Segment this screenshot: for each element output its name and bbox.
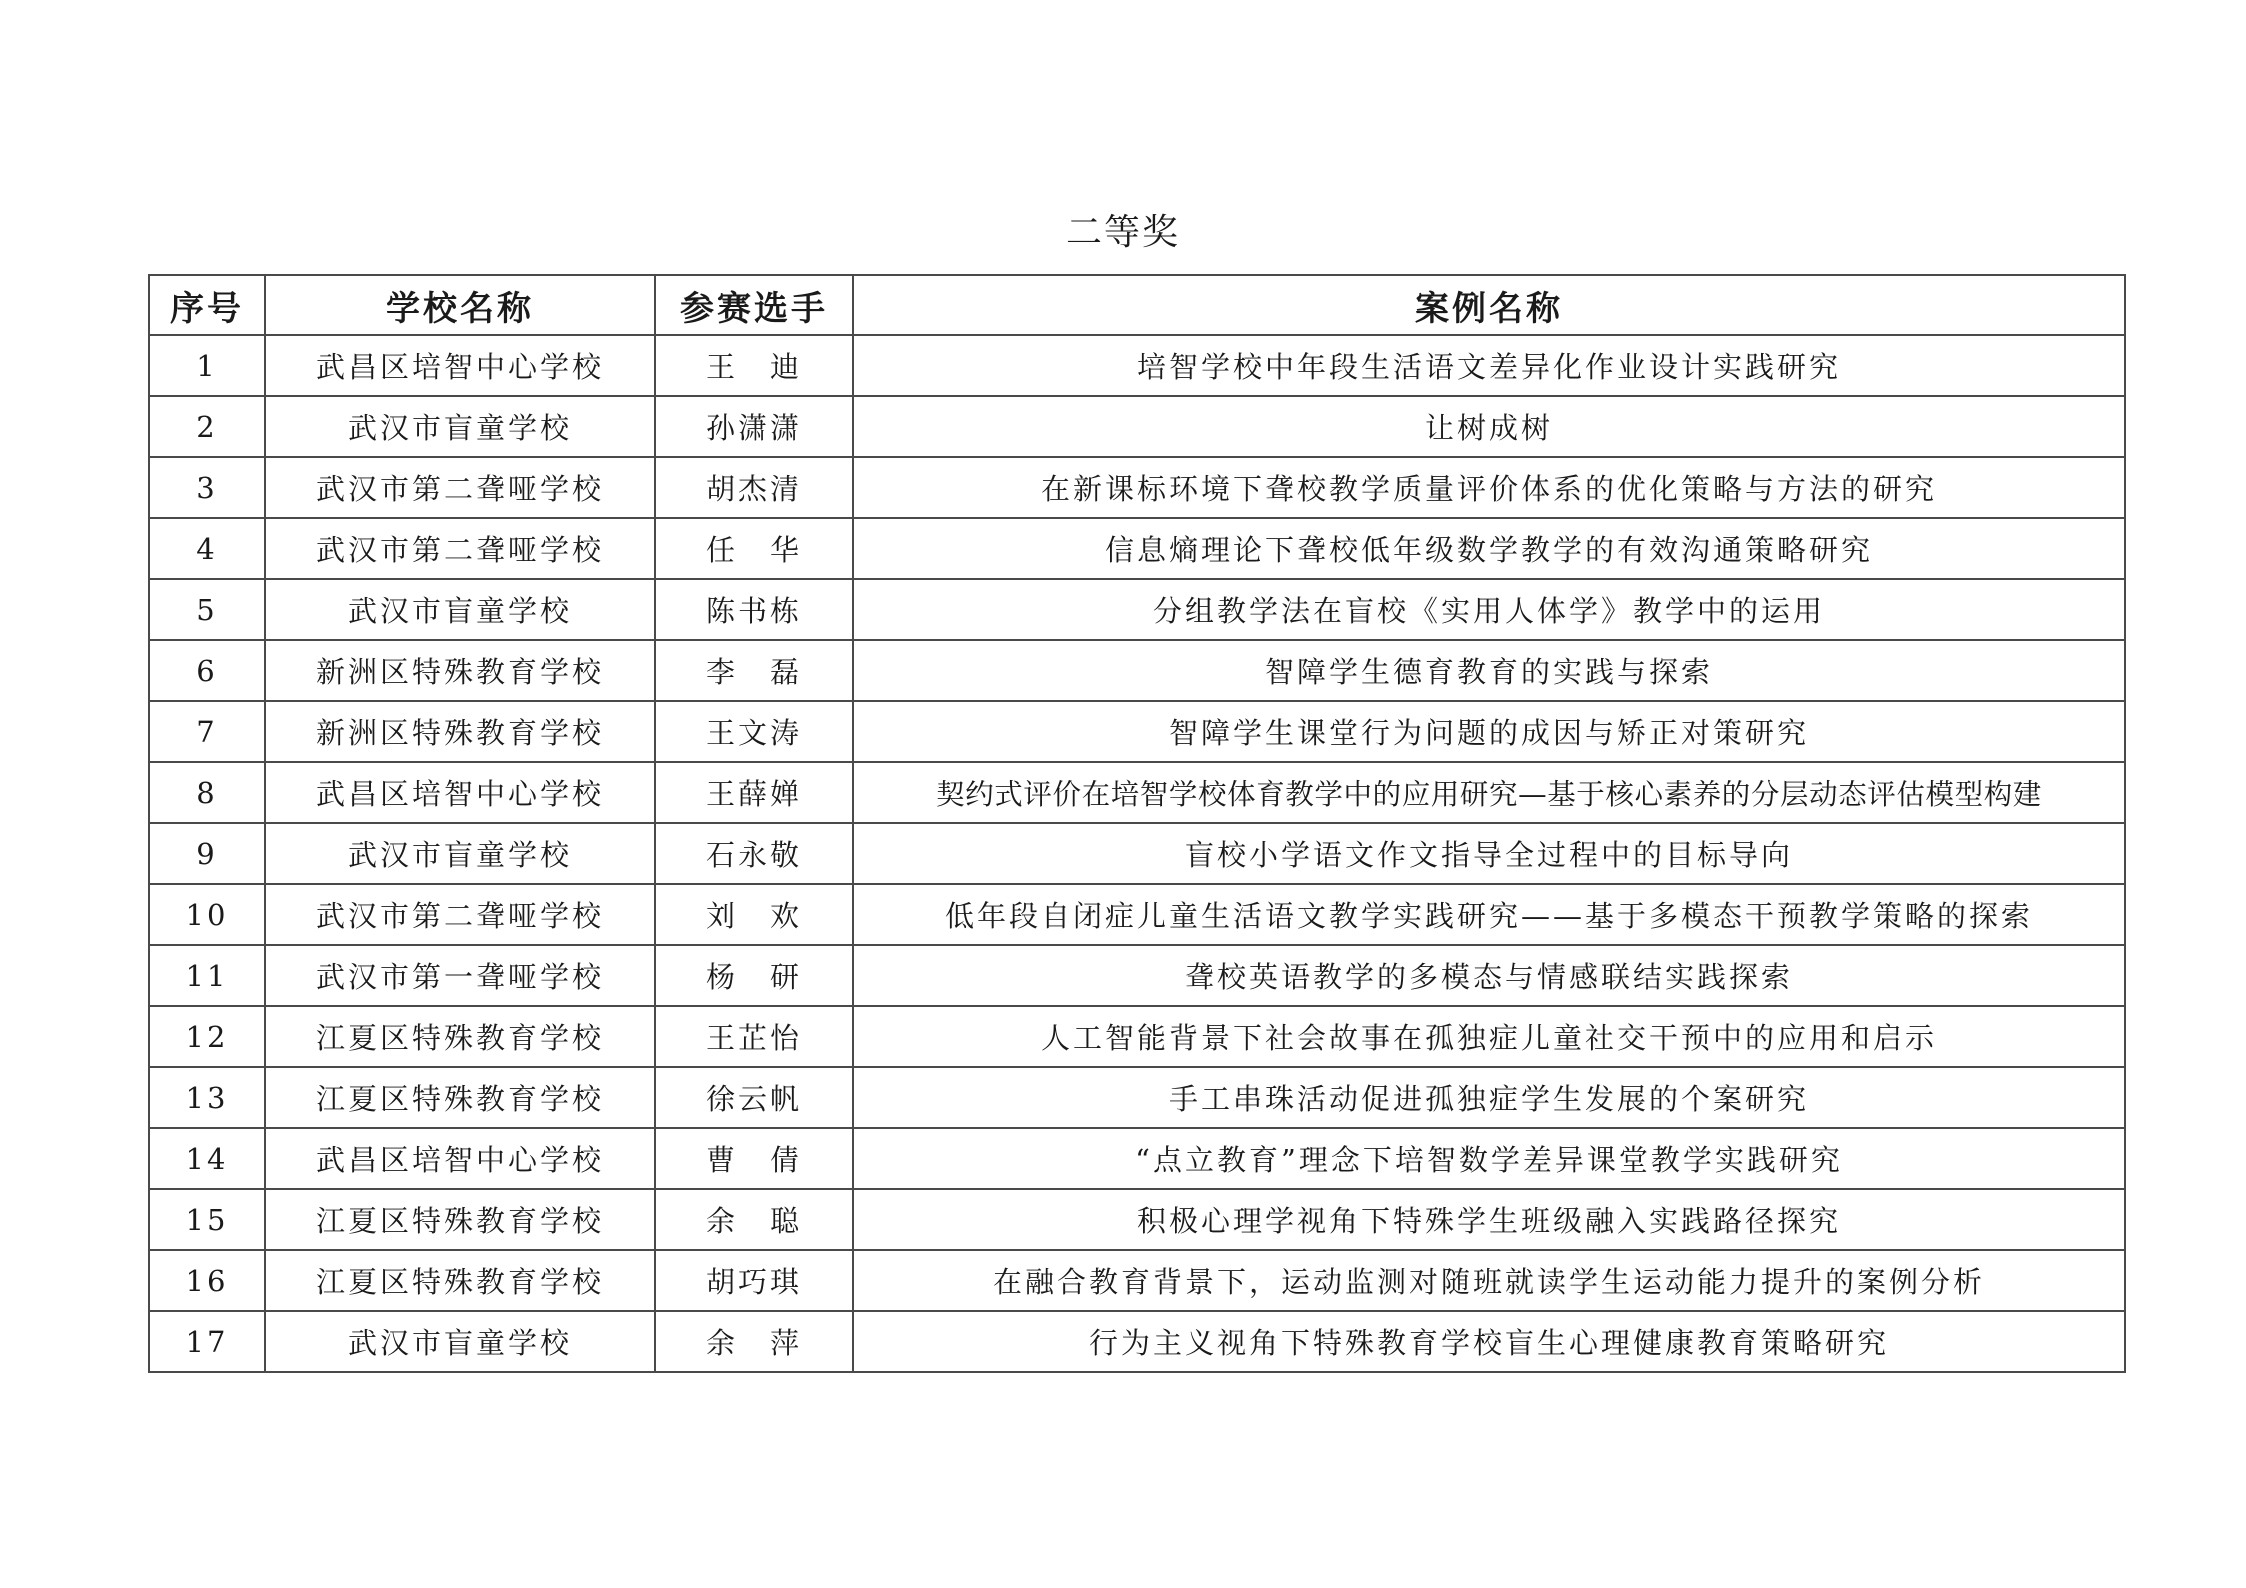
table-row bbox=[149, 762, 2125, 823]
row-contestant: 余 聪 bbox=[655, 1189, 853, 1250]
table-row bbox=[149, 1128, 2125, 1189]
row-case: 智障学生德育教育的实践与探索 bbox=[853, 640, 2125, 701]
row-no: 6 bbox=[149, 640, 265, 701]
table-row bbox=[149, 457, 2125, 518]
row-contestant: 陈书栋 bbox=[655, 579, 853, 640]
table-row bbox=[149, 945, 2125, 1006]
row-school: 新洲区特殊教育学校 bbox=[265, 640, 655, 701]
row-case: 积极心理学视角下特殊学生班级融入实践路径探究 bbox=[853, 1189, 2125, 1250]
row-case: 人工智能背景下社会故事在孤独症儿童社交干预中的应用和启示 bbox=[853, 1006, 2125, 1067]
page-title: 二等奖 bbox=[1065, 212, 1180, 253]
table-row bbox=[149, 1189, 2125, 1250]
row-case: 让树成树 bbox=[853, 396, 2125, 457]
row-no: 4 bbox=[149, 518, 265, 579]
row-case: 手工串珠活动促进孤独症学生发展的个案研究 bbox=[853, 1067, 2125, 1128]
row-school: 武汉市第二聋哑学校 bbox=[265, 884, 655, 945]
row-contestant: 李 磊 bbox=[655, 640, 853, 701]
row-school: 武昌区培智中心学校 bbox=[265, 335, 655, 396]
table-header-row bbox=[149, 275, 2125, 335]
row-contestant: 胡巧琪 bbox=[655, 1250, 853, 1311]
row-case: “点立教育”理念下培智数学差异课堂教学实践研究 bbox=[853, 1128, 2125, 1189]
row-contestant: 任 华 bbox=[655, 518, 853, 579]
row-case: 信息熵理论下聋校低年级数学教学的有效沟通策略研究 bbox=[853, 518, 2125, 579]
row-no: 3 bbox=[149, 457, 265, 518]
row-no: 7 bbox=[149, 701, 265, 762]
row-no: 2 bbox=[149, 396, 265, 457]
row-school: 江夏区特殊教育学校 bbox=[265, 1250, 655, 1311]
row-case: 盲校小学语文作文指导全过程中的目标导向 bbox=[853, 823, 2125, 884]
row-school: 武昌区培智中心学校 bbox=[265, 1128, 655, 1189]
table-row bbox=[149, 335, 2125, 396]
header-case: 案例名称 bbox=[853, 275, 2125, 335]
row-contestant: 刘 欢 bbox=[655, 884, 853, 945]
row-contestant: 石永敬 bbox=[655, 823, 853, 884]
row-case: 在新课标环境下聋校教学质量评价体系的优化策略与方法的研究 bbox=[853, 457, 2125, 518]
row-school: 武昌区培智中心学校 bbox=[265, 762, 655, 823]
row-contestant: 王芷怡 bbox=[655, 1006, 853, 1067]
row-contestant: 王薛婵 bbox=[655, 762, 853, 823]
row-school: 武汉市盲童学校 bbox=[265, 823, 655, 884]
row-contestant: 王 迪 bbox=[655, 335, 853, 396]
table-row bbox=[149, 1067, 2125, 1128]
row-no: 17 bbox=[149, 1311, 265, 1372]
row-contestant: 杨 研 bbox=[655, 945, 853, 1006]
row-case: 在融合教育背景下，运动监测对随班就读学生运动能力提升的案例分析 bbox=[853, 1250, 2125, 1311]
row-contestant: 孙潇潇 bbox=[655, 396, 853, 457]
row-no: 10 bbox=[149, 884, 265, 945]
table-row bbox=[149, 823, 2125, 884]
row-case: 契约式评价在培智学校体育教学中的应用研究—基于核心素养的分层动态评估模型构建 bbox=[853, 762, 2125, 823]
awards-table bbox=[148, 274, 2126, 1373]
row-school: 武汉市盲童学校 bbox=[265, 396, 655, 457]
row-no: 1 bbox=[149, 335, 265, 396]
row-no: 12 bbox=[149, 1006, 265, 1067]
row-no: 8 bbox=[149, 762, 265, 823]
row-case: 分组教学法在盲校《实用人体学》教学中的运用 bbox=[853, 579, 2125, 640]
table-row bbox=[149, 1311, 2125, 1372]
row-school: 武汉市第一聋哑学校 bbox=[265, 945, 655, 1006]
row-no: 5 bbox=[149, 579, 265, 640]
row-contestant: 王文涛 bbox=[655, 701, 853, 762]
row-school: 江夏区特殊教育学校 bbox=[265, 1006, 655, 1067]
row-school: 武汉市盲童学校 bbox=[265, 1311, 655, 1372]
row-case: 聋校英语教学的多模态与情感联结实践探索 bbox=[853, 945, 2125, 1006]
row-school: 新洲区特殊教育学校 bbox=[265, 701, 655, 762]
row-contestant: 胡杰清 bbox=[655, 457, 853, 518]
table-row bbox=[149, 1006, 2125, 1067]
row-school: 江夏区特殊教育学校 bbox=[265, 1189, 655, 1250]
row-school: 武汉市第二聋哑学校 bbox=[265, 457, 655, 518]
row-contestant: 余 萍 bbox=[655, 1311, 853, 1372]
header-school: 学校名称 bbox=[265, 275, 655, 335]
row-case: 培智学校中年段生活语文差异化作业设计实践研究 bbox=[853, 335, 2125, 396]
row-contestant: 徐云帆 bbox=[655, 1067, 853, 1128]
row-school: 武汉市第二聋哑学校 bbox=[265, 518, 655, 579]
row-no: 9 bbox=[149, 823, 265, 884]
table-row bbox=[149, 640, 2125, 701]
row-case: 低年段自闭症儿童生活语文教学实践研究——基于多模态干预教学策略的探索 bbox=[853, 884, 2125, 945]
header-no: 序号 bbox=[149, 275, 265, 335]
table-row bbox=[149, 1250, 2125, 1311]
row-school: 武汉市盲童学校 bbox=[265, 579, 655, 640]
row-case: 行为主义视角下特殊教育学校盲生心理健康教育策略研究 bbox=[853, 1311, 2125, 1372]
row-no: 13 bbox=[149, 1067, 265, 1128]
row-no: 15 bbox=[149, 1189, 265, 1250]
row-no: 16 bbox=[149, 1250, 265, 1311]
table-row bbox=[149, 701, 2125, 762]
table-row bbox=[149, 884, 2125, 945]
table-row bbox=[149, 579, 2125, 640]
row-no: 11 bbox=[149, 945, 265, 1006]
header-contestant: 参赛选手 bbox=[655, 275, 853, 335]
table-row bbox=[149, 396, 2125, 457]
row-no: 14 bbox=[149, 1128, 265, 1189]
table-row bbox=[149, 518, 2125, 579]
row-case: 智障学生课堂行为问题的成因与矫正对策研究 bbox=[853, 701, 2125, 762]
row-contestant: 曹 倩 bbox=[655, 1128, 853, 1189]
row-school: 江夏区特殊教育学校 bbox=[265, 1067, 655, 1128]
